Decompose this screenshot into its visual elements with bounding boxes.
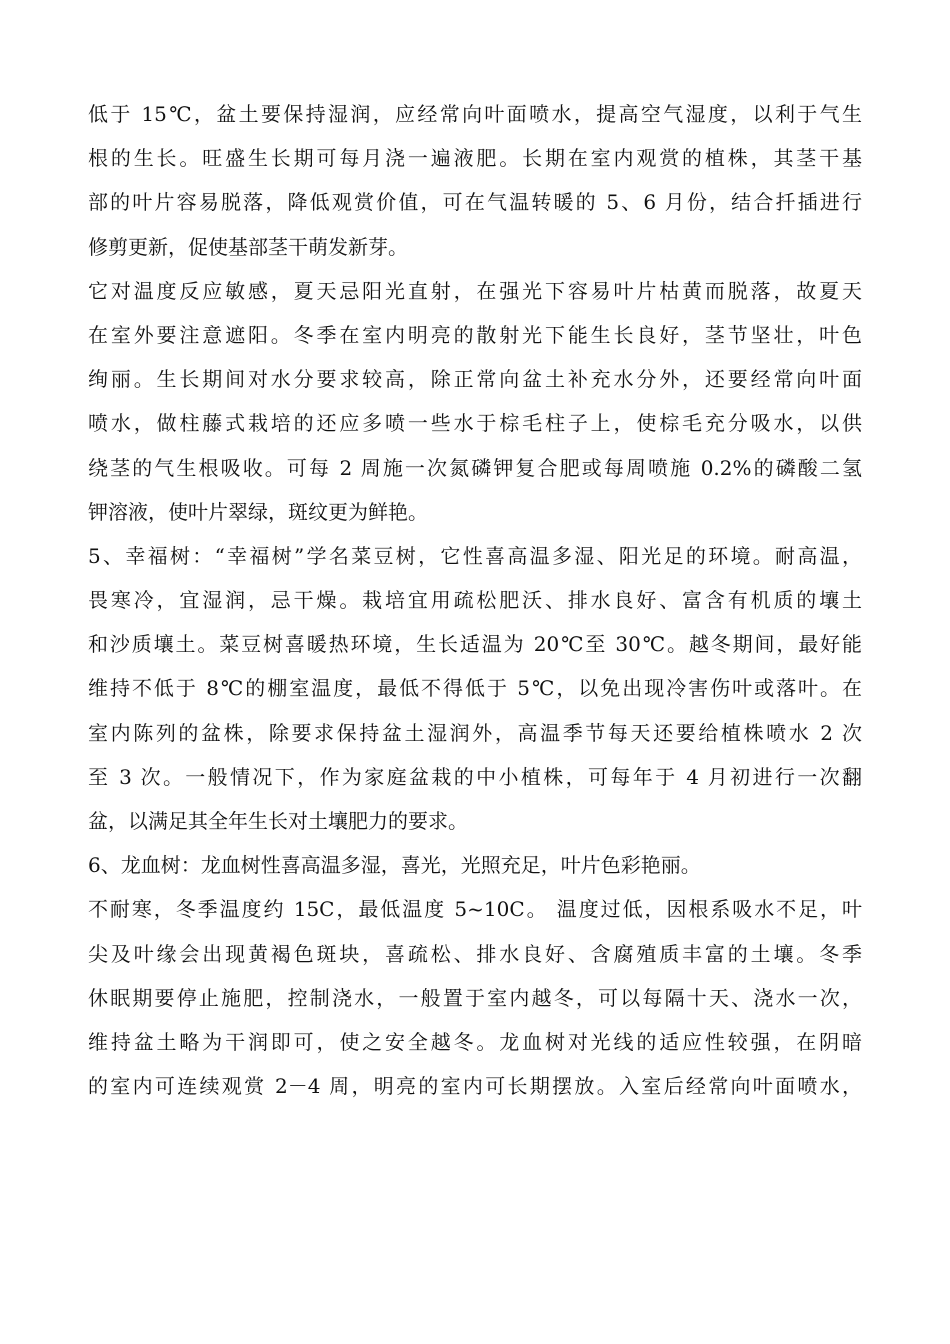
text-line: 部的叶片容易脱落，降低观赏价值，可在气温转暖的 5、6 月份，结合扦插进行 bbox=[88, 190, 862, 215]
text-line: 不耐寒，冬季温度约 15C，最低温度 5~10C。 温度过低，因根系吸水不足，叶 bbox=[88, 897, 862, 922]
text-line: 修剪更新，促使基部茎干萌发新芽。 bbox=[88, 234, 408, 259]
text-line: 维持不低于 8℃的棚室温度，最低不得低于 5℃，以免出现冷害伤叶或落叶。在 bbox=[88, 676, 862, 701]
text-line: 低于 15℃，盆土要保持湿润，应经常向叶面喷水，提高空气湿度，以利于气生 bbox=[88, 102, 862, 126]
text-line: 5、幸福树：“幸福树”学名菜豆树，它性喜高温多湿、阳光足的环境。耐高温， bbox=[88, 543, 862, 568]
text-line: 绕茎的气生根吸收。可每 2 周施一次氮磷钾复合肥或每周喷施 0.2%的磷酸二氢 bbox=[88, 455, 862, 480]
text-line: 绚丽。生长期间对水分要求较高，除正常向盆土补充水分外，还要经常向叶面 bbox=[88, 367, 862, 392]
text-line: 钾溶液，使叶片翠绿，斑纹更为鲜艳。 bbox=[88, 499, 428, 524]
text-line: 6、龙血树：龙血树性喜高温多湿，喜光，光照充足，叶片色彩艳丽。 bbox=[88, 853, 701, 878]
text-line: 维持盆土略为干润即可，使之安全越冬。龙血树对光线的适应性较强，在阴暗 bbox=[88, 1029, 862, 1054]
text-line: 喷水，做柱藤式栽培的还应多喷一些水于棕毛柱子上，使棕毛充分吸水，以供 bbox=[88, 411, 862, 436]
text-line: 尖及叶缘会出现黄褐色斑块，喜疏松、排水良好、含腐殖质丰富的土壤。冬季 bbox=[88, 941, 862, 966]
text-line: 室内陈列的盆株，除要求保持盆土湿润外，高温季节每天还要给植株喷水 2 次 bbox=[88, 720, 862, 745]
text-line: 和沙质壤土。菜豆树喜暖热环境，生长适温为 20℃至 30℃。越冬期间，最好能 bbox=[88, 632, 862, 657]
text-line: 畏寒冷，宜湿润，忌干燥。栽培宜用疏松肥沃、排水良好、富含有机质的壤土 bbox=[88, 588, 862, 613]
text-line: 根的生长。旺盛生长期可每月浇一遍液肥。长期在室内观赏的植株，其茎干基 bbox=[88, 146, 862, 171]
text-line: 盆，以满足其全年生长对土壤肥力的要求。 bbox=[88, 809, 468, 833]
document-body bbox=[88, 92, 862, 1108]
text-line: 在室外要注意遮阳。冬季在室内明亮的散射光下能生长良好，茎节坚壮，叶色 bbox=[88, 322, 862, 347]
text-line: 的室内可连续观赏 2－4 周，明亮的室内可长期摆放。入室后经常向叶面喷水， bbox=[88, 1074, 862, 1099]
text-line: 它对温度反应敏感，夏天忌阳光直射，在强光下容易叶片枯黄而脱落，故夏天 bbox=[88, 278, 862, 303]
text-line: 休眠期要停止施肥，控制浇水，一般置于室内越冬，可以每隔十天、浇水一次， bbox=[88, 985, 862, 1010]
text-line: 至 3 次。一般情况下，作为家庭盆栽的中小植株，可每年于 4 月初进行一次翻 bbox=[88, 764, 862, 789]
